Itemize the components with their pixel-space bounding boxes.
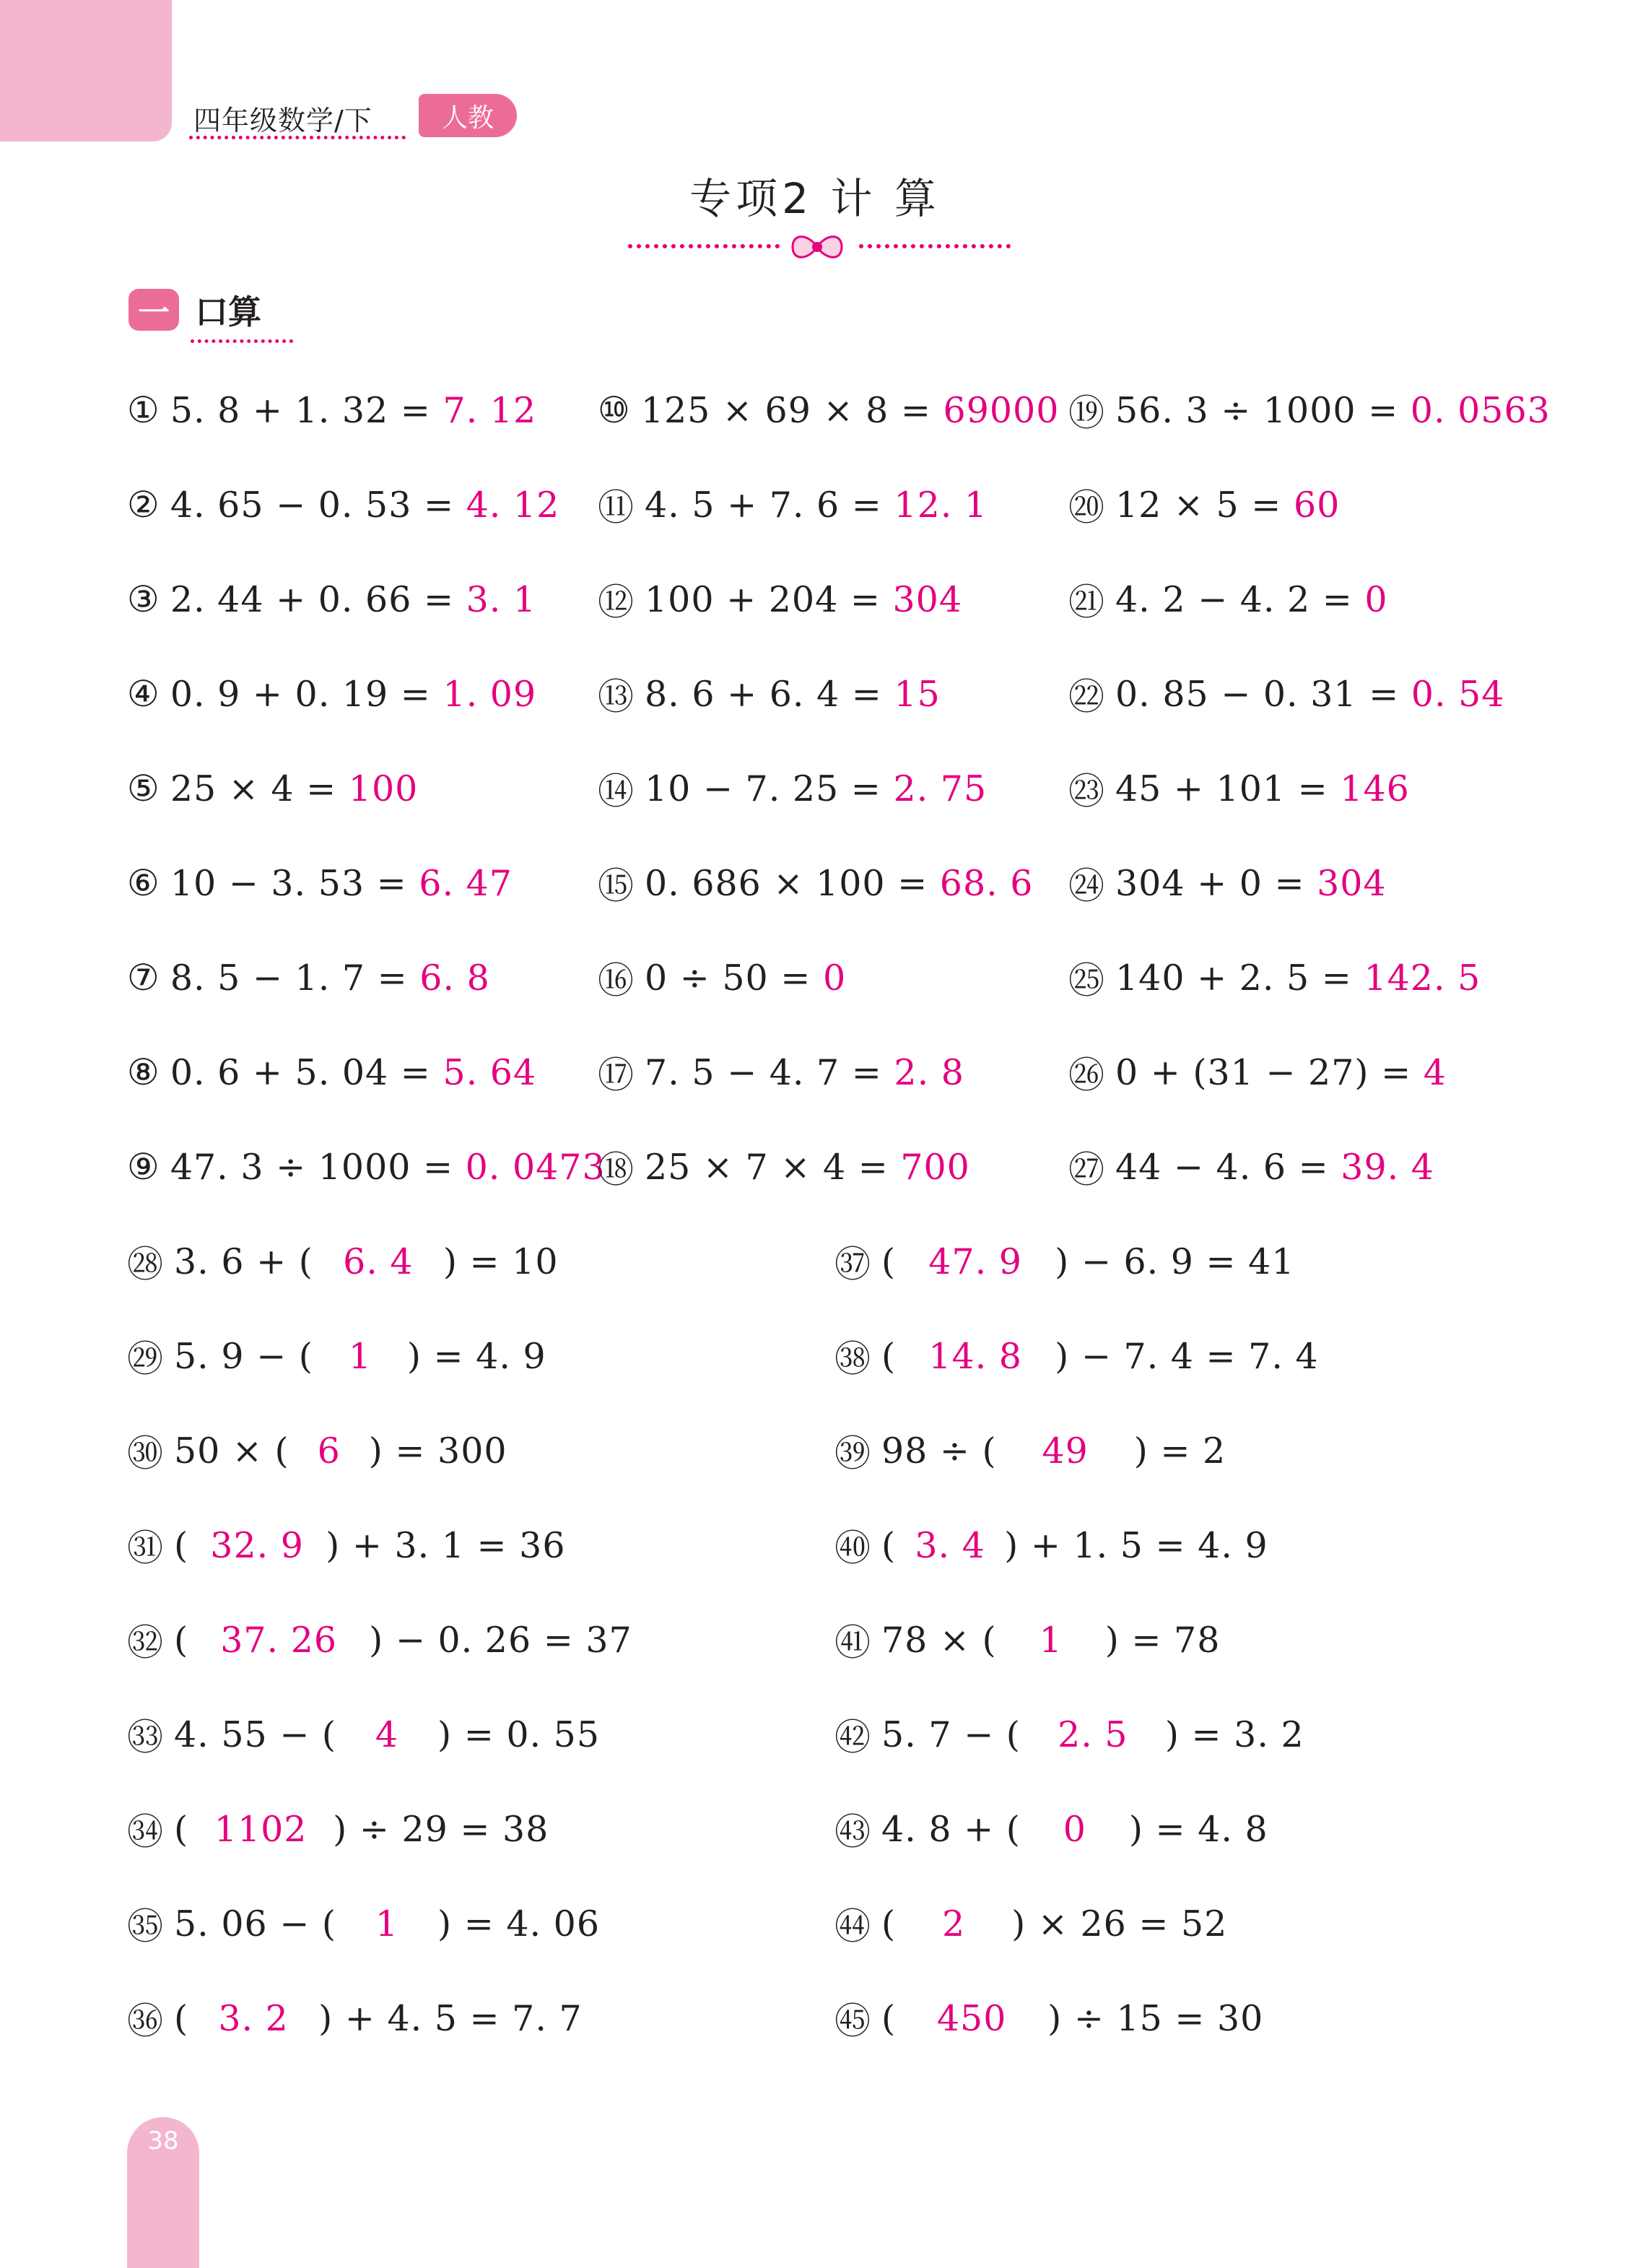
problem-expression: 7. 5 − 4. 7 = — [645, 1051, 894, 1093]
blank-answer: 37. 26 — [220, 1619, 338, 1661]
problem-expression: 44 − 4. 6 = — [1115, 1146, 1341, 1188]
oral-problem — [127, 945, 490, 1010]
problem-answer: 0. 0473 — [465, 1146, 606, 1188]
problem-number: ㉛ — [127, 1527, 164, 1569]
oral-problem — [598, 567, 962, 632]
problem-number: ㉑ — [1068, 581, 1105, 623]
blank-answer: 2. 5 — [1058, 1713, 1128, 1755]
oral-problem — [1068, 1040, 1447, 1105]
problem-expression: 5. 8 + 1. 32 = — [170, 389, 443, 431]
problem-number: ⑧ — [127, 1051, 160, 1093]
blank-prefix: 78 × ( — [881, 1619, 997, 1661]
problem-answer: 68. 6 — [939, 862, 1034, 904]
problem-number: ㊷ — [834, 1716, 871, 1758]
problem-number: ㉚ — [127, 1433, 164, 1474]
oral-problem — [127, 567, 536, 632]
problem-expression: 100 + 204 = — [645, 578, 893, 620]
problem-expression: 25 × 4 = — [170, 768, 349, 809]
section-title: 专项2 计 算 — [689, 174, 941, 223]
problem-answer: 100 — [348, 768, 419, 809]
problem-answer: 0. 0563 — [1410, 389, 1551, 431]
title-dots-left — [628, 244, 780, 248]
oral-problem — [598, 945, 846, 1010]
fill-blank-problem — [834, 1418, 1226, 1483]
problem-number: ⑩ — [598, 389, 631, 431]
blank-suffix: ) = 10 — [443, 1241, 559, 1282]
oral-problem — [1068, 1134, 1434, 1199]
oral-problem — [1068, 945, 1481, 1010]
problem-expression: 8. 5 − 1. 7 = — [170, 957, 420, 999]
subsection-header — [128, 286, 261, 334]
book-title-underline — [189, 136, 406, 139]
blank-suffix: ) = 4. 06 — [437, 1903, 601, 1945]
problem-answer: 6. 47 — [419, 862, 513, 904]
oral-problem — [598, 1040, 964, 1105]
blank-suffix: ) − 6. 9 = 41 — [1055, 1241, 1295, 1282]
blank-suffix: ) = 300 — [368, 1430, 507, 1472]
blank-answer: 14. 8 — [928, 1335, 1022, 1377]
problem-answer: 4 — [1423, 1051, 1447, 1093]
oral-problem — [1068, 567, 1388, 632]
oral-problem — [1068, 851, 1387, 916]
title-dots-right — [859, 244, 1011, 248]
problem-expression: 0. 85 − 0. 31 = — [1115, 673, 1411, 715]
problem-answer: 69000 — [943, 389, 1060, 431]
blank-suffix: ) = 0. 55 — [437, 1713, 601, 1755]
problem-number: ⑫ — [598, 581, 635, 623]
blank-suffix: ) = 4. 8 — [1128, 1808, 1268, 1850]
fill-blank-problem — [127, 1702, 600, 1767]
subsection-underline — [191, 339, 293, 343]
fill-blank-problem — [127, 1891, 600, 1956]
problem-answer: 7. 12 — [443, 389, 537, 431]
problem-number: ㉒ — [1068, 676, 1105, 718]
problem-answer: 2. 8 — [894, 1051, 964, 1093]
problem-number: ㊹ — [834, 1906, 871, 1947]
problem-expression: 8. 6 + 6. 4 = — [645, 673, 894, 715]
problem-answer: 304 — [1317, 862, 1387, 904]
subsection-badge: 一 — [128, 289, 179, 331]
fill-blank-problem — [127, 1607, 632, 1672]
problem-expression: 2. 44 + 0. 66 = — [170, 578, 466, 620]
oral-problem — [127, 851, 513, 916]
blank-suffix: ) + 1. 5 = 4. 9 — [1004, 1524, 1268, 1566]
blank-answer: 1 — [375, 1903, 399, 1945]
blank-prefix: ( — [881, 1241, 897, 1282]
problem-number: ⑳ — [1068, 487, 1105, 529]
blank-prefix: 5. 06 − ( — [174, 1903, 337, 1945]
problem-number: ㊲ — [834, 1243, 871, 1285]
oral-problem — [127, 1134, 606, 1199]
fill-blank-problem — [834, 1513, 1268, 1578]
problem-number: ⑮ — [598, 865, 635, 907]
oral-problem — [127, 756, 418, 821]
problem-number: ⑨ — [127, 1146, 160, 1188]
oral-problem — [127, 661, 536, 726]
problem-number: ㉟ — [127, 1906, 164, 1947]
problem-number: ㉝ — [127, 1716, 164, 1758]
problem-expression: 10 − 3. 53 = — [170, 862, 419, 904]
blank-prefix: 3. 6 + ( — [174, 1241, 313, 1282]
blank-answer: 49 — [1042, 1430, 1089, 1472]
blank-prefix: ( — [881, 1524, 897, 1566]
blank-prefix: ( — [174, 1619, 189, 1661]
blank-answer: 32. 9 — [210, 1524, 304, 1566]
problem-number: ㉞ — [127, 1811, 164, 1853]
problem-answer: 1. 09 — [443, 673, 537, 715]
problem-number: ㉓ — [1068, 770, 1105, 812]
oral-problem — [598, 1134, 970, 1199]
blank-suffix: ) ÷ 29 = 38 — [333, 1808, 549, 1850]
blank-prefix: ( — [881, 1997, 897, 2039]
blank-suffix: ) = 78 — [1104, 1619, 1221, 1661]
blank-answer: 1102 — [214, 1808, 308, 1850]
blank-answer: 2 — [942, 1903, 966, 1945]
problem-expression: 25 × 7 × 4 = — [645, 1146, 901, 1188]
problem-number: ⑤ — [127, 768, 160, 809]
problem-number: ④ — [127, 673, 160, 715]
edition-tag: 人教 — [419, 94, 517, 137]
blank-prefix: ( — [881, 1335, 897, 1377]
problem-answer: 0. 54 — [1411, 673, 1505, 715]
fill-blank-problem — [127, 1229, 559, 1294]
problem-number: ⑲ — [1068, 392, 1105, 434]
problem-answer: 39. 4 — [1341, 1146, 1434, 1188]
book-title: 四年级数学/下 — [193, 105, 372, 136]
problem-answer: 2. 75 — [893, 768, 988, 809]
oral-problem — [598, 661, 941, 726]
problem-expression: 47. 3 ÷ 1000 = — [170, 1146, 466, 1188]
problem-answer: 0 — [822, 957, 847, 999]
problem-number: ㉘ — [127, 1243, 164, 1285]
problem-expression: 304 + 0 = — [1115, 862, 1317, 904]
blank-answer: 450 — [936, 1997, 1007, 2039]
blank-answer: 0 — [1063, 1808, 1086, 1850]
problem-number: ㉜ — [127, 1622, 164, 1664]
fill-blank-problem — [834, 1796, 1268, 1861]
blank-answer: 47. 9 — [928, 1241, 1022, 1282]
blank-suffix: ) ÷ 15 = 30 — [1047, 1997, 1264, 2039]
problem-expression: 140 + 2. 5 = — [1115, 957, 1364, 999]
blank-suffix: ) = 2 — [1133, 1430, 1226, 1472]
problem-number: ㊺ — [834, 2000, 871, 2042]
problem-number: ㉖ — [1068, 1054, 1105, 1096]
problem-expression: 12 × 5 = — [1115, 484, 1294, 526]
fill-blank-problem — [834, 1702, 1304, 1767]
blank-prefix: 98 ÷ ( — [881, 1430, 997, 1472]
fill-blank-problem — [127, 1986, 583, 2051]
problem-expression: 0. 6 + 5. 04 = — [170, 1051, 443, 1093]
oral-problem — [1068, 756, 1410, 821]
problem-number: ⑦ — [127, 957, 160, 999]
problem-number: ② — [127, 484, 160, 526]
problem-expression: 0. 686 × 100 = — [645, 862, 940, 904]
problem-number: ⑬ — [598, 676, 635, 718]
blank-suffix: ) = 3. 2 — [1164, 1713, 1304, 1755]
problem-answer: 304 — [892, 578, 962, 620]
problem-number: ㊵ — [834, 1527, 871, 1569]
problem-expression: 10 − 7. 25 = — [645, 768, 894, 809]
fill-blank-problem — [834, 1229, 1295, 1294]
problem-answer: 3. 1 — [466, 578, 537, 620]
problem-number: ⑱ — [598, 1149, 635, 1191]
blank-answer: 3. 4 — [915, 1524, 985, 1566]
subsection-title: 口算 — [195, 292, 261, 331]
blank-prefix: ( — [881, 1903, 897, 1945]
problem-answer: 15 — [894, 673, 941, 715]
blank-answer: 4 — [375, 1713, 399, 1755]
blank-prefix: 4. 55 − ( — [174, 1713, 337, 1755]
fill-blank-problem — [127, 1513, 566, 1578]
problem-number: ㉔ — [1068, 865, 1105, 907]
blank-suffix: ) = 4. 9 — [406, 1335, 546, 1377]
problem-expression: 45 + 101 = — [1115, 768, 1341, 809]
problem-number: ③ — [127, 578, 160, 620]
oral-problem — [1068, 661, 1504, 726]
blank-prefix: 5. 7 − ( — [881, 1713, 1021, 1755]
problem-answer: 6. 8 — [419, 957, 490, 999]
blank-suffix: ) − 7. 4 = 7. 4 — [1055, 1335, 1319, 1377]
oral-problem — [1068, 378, 1551, 443]
blank-prefix: ( — [174, 1524, 189, 1566]
fill-blank-problem — [834, 1891, 1227, 1956]
fill-blank-problem — [834, 1986, 1263, 2051]
problem-answer: 146 — [1340, 768, 1410, 809]
fill-blank-problem — [127, 1324, 546, 1389]
problem-expression: 4. 5 + 7. 6 = — [645, 484, 894, 526]
oral-problem — [127, 1040, 536, 1105]
blank-prefix: 4. 8 + ( — [881, 1808, 1021, 1850]
oral-problem — [1068, 472, 1340, 537]
blank-suffix: ) + 3. 1 = 36 — [326, 1524, 566, 1566]
problem-answer: 142. 5 — [1364, 957, 1481, 999]
problem-number: ㊸ — [834, 1811, 871, 1853]
problem-number: ㊴ — [834, 1433, 871, 1474]
problem-expression: 56. 3 ÷ 1000 = — [1115, 389, 1411, 431]
blank-answer: 1 — [348, 1335, 372, 1377]
problem-number: ㊶ — [834, 1622, 871, 1664]
blank-prefix: 50 × ( — [174, 1430, 289, 1472]
problem-expression: 4. 65 − 0. 53 = — [170, 484, 466, 526]
blank-prefix: ( — [174, 1808, 189, 1850]
oral-problem — [127, 378, 536, 443]
problem-number: ㊱ — [127, 2000, 164, 2042]
problem-answer: 0 — [1364, 578, 1388, 620]
bow-icon — [788, 230, 846, 264]
oral-problem — [598, 378, 1059, 443]
problem-number: ⑭ — [598, 770, 635, 812]
fill-blank-problem — [834, 1324, 1319, 1389]
corner-decoration — [0, 0, 172, 142]
fill-blank-problem — [127, 1796, 549, 1861]
problem-answer: 4. 12 — [466, 484, 560, 526]
problem-expression: 125 × 69 × 8 = — [640, 389, 943, 431]
blank-answer: 6. 4 — [343, 1241, 414, 1282]
fill-blank-problem — [834, 1607, 1220, 1672]
blank-suffix: ) + 4. 5 = 7. 7 — [318, 1997, 583, 2039]
fill-blank-problem — [127, 1418, 507, 1483]
problem-number: ⑥ — [127, 862, 160, 904]
oral-problem — [598, 851, 1033, 916]
oral-problem — [598, 756, 987, 821]
problem-expression: 0 ÷ 50 = — [645, 957, 823, 999]
page-number: 38 — [147, 2126, 179, 2155]
problem-number: ㉕ — [1068, 960, 1105, 1002]
blank-suffix: ) − 0. 26 = 37 — [369, 1619, 632, 1661]
blank-prefix: ( — [174, 1997, 189, 2039]
problem-number: ㉙ — [127, 1338, 164, 1380]
blank-prefix: 5. 9 − ( — [174, 1335, 313, 1377]
problem-number: ㉗ — [1068, 1149, 1105, 1191]
problem-expression: 0 + (31 − 27) = — [1115, 1051, 1424, 1093]
problem-expression: 4. 2 − 4. 2 = — [1115, 578, 1365, 620]
problem-answer: 12. 1 — [894, 484, 988, 526]
problem-number: ⑯ — [598, 960, 635, 1002]
problem-answer: 700 — [900, 1146, 970, 1188]
blank-answer: 6 — [317, 1430, 341, 1472]
blank-suffix: ) × 26 = 52 — [1011, 1903, 1228, 1945]
problem-number: ⑪ — [598, 487, 635, 529]
problem-expression: 0. 9 + 0. 19 = — [170, 673, 443, 715]
problem-number: ① — [127, 389, 160, 431]
blank-answer: 3. 2 — [218, 1997, 289, 2039]
problem-answer: 5. 64 — [443, 1051, 537, 1093]
problem-number: ⑰ — [598, 1054, 635, 1096]
problem-answer: 60 — [1293, 484, 1341, 526]
oral-problem — [127, 472, 559, 537]
oral-problem — [598, 472, 988, 537]
problem-number: ㊳ — [834, 1338, 871, 1380]
blank-answer: 1 — [1039, 1619, 1063, 1661]
